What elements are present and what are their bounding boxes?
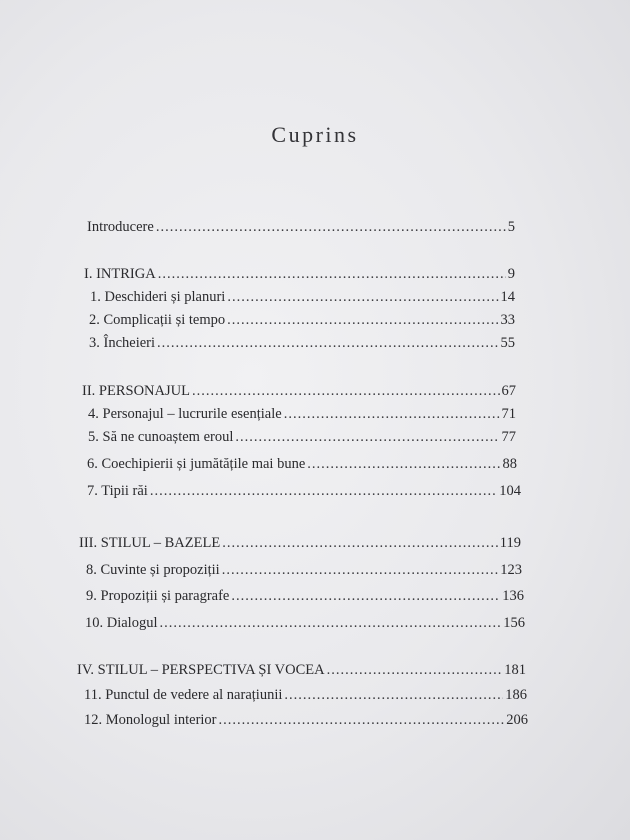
toc-entry-page: 123 xyxy=(500,562,522,578)
toc-entry-introduction xyxy=(87,218,515,236)
toc-entry-chapter-2 xyxy=(89,311,515,329)
toc-entry-chapter-12 xyxy=(84,711,528,729)
toc-entry-label: 1. Deschideri și planuri xyxy=(90,289,226,305)
dot-leader xyxy=(222,561,499,579)
toc-entry-page: 77 xyxy=(501,429,516,445)
dot-leader xyxy=(327,661,503,679)
toc-entry-page: 14 xyxy=(500,289,515,305)
toc-entry-label: 12. Monologul interior xyxy=(84,712,217,728)
toc-entry-page: 181 xyxy=(504,662,526,678)
toc-entry-label: Introducere xyxy=(87,219,154,235)
toc-entry-part-4 xyxy=(77,661,526,679)
dot-leader xyxy=(157,334,498,352)
toc-entry-chapter-4 xyxy=(88,405,516,423)
toc-entry-page: 186 xyxy=(505,687,527,703)
toc-entry-page: 33 xyxy=(500,312,515,328)
toc-entry-label: 10. Dialogul xyxy=(85,615,158,631)
dot-leader xyxy=(284,405,500,423)
dot-leader xyxy=(307,455,500,473)
dot-leader xyxy=(284,686,503,704)
dot-leader xyxy=(158,265,506,283)
dot-leader xyxy=(231,587,500,605)
toc-entry-label: I. INTRIGA xyxy=(84,266,156,282)
toc-entry-chapter-1 xyxy=(90,288,515,306)
toc-entry-page: 67 xyxy=(501,383,516,399)
toc-entry-page: 71 xyxy=(501,406,516,422)
toc-entry-page: 136 xyxy=(502,588,524,604)
toc-entry-label: IV. STILUL – PERSPECTIVA ȘI VOCEA xyxy=(77,662,325,678)
toc-entry-chapter-7 xyxy=(87,482,521,500)
toc-entry-chapter-3 xyxy=(89,334,515,352)
toc-entry-label: 5. Să ne cunoaștem eroul xyxy=(88,429,234,445)
dot-leader xyxy=(227,288,498,306)
toc-entry-part-1 xyxy=(84,265,515,283)
toc-entry-page: 9 xyxy=(507,266,515,282)
toc-entry-label: 11. Punctul de vedere al narațiunii xyxy=(84,687,283,703)
toc-entry-label: III. STILUL – BAZELE xyxy=(79,535,221,551)
toc-entry-chapter-8 xyxy=(86,561,522,579)
toc-entry-label: 3. Încheieri xyxy=(89,335,156,351)
toc-entry-page: 119 xyxy=(499,535,521,551)
dot-leader xyxy=(160,614,502,632)
dot-leader xyxy=(150,482,497,500)
toc-entry-page: 5 xyxy=(507,219,515,235)
dot-leader xyxy=(227,311,498,329)
toc-entry-chapter-9 xyxy=(86,587,524,605)
toc-entry-page: 206 xyxy=(506,712,528,728)
toc-entry-label: II. PERSONAJUL xyxy=(82,383,190,399)
toc-entry-chapter-10 xyxy=(85,614,525,632)
toc-entry-label: 9. Propoziții și paragrafe xyxy=(86,588,230,604)
toc-entry-chapter-11 xyxy=(84,686,527,704)
dot-leader xyxy=(192,382,500,400)
toc-entry-page: 104 xyxy=(499,483,521,499)
toc-entry-label: 7. Tipii răi xyxy=(87,483,148,499)
dot-leader xyxy=(219,711,505,729)
toc-entry-chapter-5 xyxy=(88,428,516,446)
toc-entry-label: 2. Complicații și tempo xyxy=(89,312,226,328)
page-title: Cuprins xyxy=(271,122,359,147)
toc-entry-page: 55 xyxy=(500,335,515,351)
dot-leader xyxy=(235,428,499,446)
dot-leader xyxy=(156,218,506,236)
toc-entry-page: 88 xyxy=(502,456,517,472)
toc-entry-part-2 xyxy=(82,382,516,400)
toc-entry-chapter-6 xyxy=(87,455,517,473)
toc-entry-label: 4. Personajul – lucrurile esențiale xyxy=(88,406,282,422)
toc-entry-page: 156 xyxy=(503,615,525,631)
toc-entry-label: 8. Cuvinte și propoziții xyxy=(86,562,220,578)
dot-leader xyxy=(222,534,498,552)
toc-entry-label: 6. Coechipierii și jumătățile mai bune xyxy=(87,456,306,472)
toc-entry-part-3 xyxy=(79,534,521,552)
